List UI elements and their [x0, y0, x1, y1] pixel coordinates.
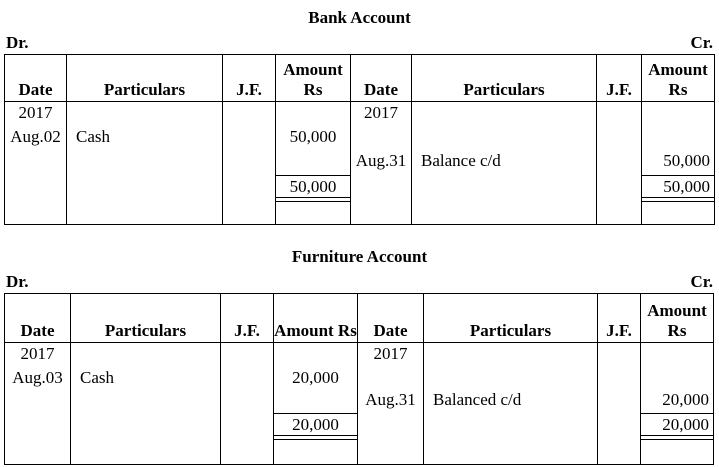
bank-debit-particulars-cell: [67, 102, 223, 225]
furniture-credit-particulars-header: Particulars: [424, 294, 598, 343]
furniture-debit-date-header: Date: [5, 294, 71, 343]
furniture-dr-label: Dr.: [6, 272, 29, 291]
bank-credit-year: 2017: [364, 103, 398, 122]
bank-debit-total: 50,000: [276, 175, 350, 198]
furniture-debit-particulars-cell: [71, 343, 221, 465]
furniture-debit-particulars: Cash: [80, 368, 114, 387]
furniture-credit-amount: 20,000: [662, 390, 709, 409]
bank-debit-jf-cell: [223, 102, 276, 225]
furniture-debit-amount: 20,000: [292, 368, 339, 387]
furniture-debit-date-cell: [5, 343, 71, 465]
bank-debit-particulars-header: Particulars: [67, 55, 223, 102]
bank-credit-date: Aug.31: [355, 151, 407, 170]
furniture-credit-total: 20,000: [641, 413, 713, 435]
bank-debit-amount-cell: [276, 102, 351, 225]
furniture-credit-double-rule: [641, 435, 713, 440]
furniture-account-title: Furniture Account: [291, 247, 428, 266]
bank-debit-year: 2017: [18, 103, 53, 122]
furniture-credit-particulars: Balanced c/d: [433, 390, 522, 409]
bank-credit-amount: 50,000: [663, 151, 710, 170]
furniture-cr-label: Cr.: [690, 272, 713, 291]
furniture-credit-date-cell: [358, 343, 424, 465]
furniture-debit-jf-header: J.F.: [221, 294, 274, 343]
bank-debit-date-cell: [5, 102, 67, 225]
furniture-credit-date: Aug.31: [365, 390, 416, 409]
bank-credit-jf-header: J.F.: [597, 55, 642, 102]
bank-credit-total: 50,000: [642, 175, 714, 197]
furniture-debit-jf-cell: [221, 343, 274, 465]
bank-credit-jf-cell: [597, 102, 642, 225]
furniture-debit-particulars-header: Particulars: [71, 294, 221, 343]
bank-debit-particulars: Cash: [76, 127, 110, 146]
bank-debit-jf-header: J.F.: [223, 55, 276, 102]
furniture-credit-particulars-cell: [424, 343, 598, 465]
furniture-credit-date-header: Date: [358, 294, 424, 343]
furniture-debit-total: 20,000: [274, 413, 357, 436]
bank-debit-amount-header: Amount Rs: [276, 55, 351, 102]
furniture-credit-amount-cell: [641, 343, 714, 465]
bank-account-ledger: [4, 54, 715, 225]
bank-debit-date-header: Date: [5, 55, 67, 102]
bank-credit-double-rule: [642, 197, 714, 202]
bank-credit-particulars: Balance c/d: [421, 151, 501, 170]
furniture-debit-amount-cell: [274, 343, 358, 465]
bank-credit-amount-header: Amount Rs: [642, 55, 715, 102]
bank-cr-label: Cr.: [690, 33, 713, 52]
furniture-credit-year: 2017: [373, 344, 408, 363]
furniture-account-ledger: [4, 293, 714, 465]
furniture-debit-year: 2017: [20, 344, 55, 363]
furniture-debit-amount-header: Amount Rs: [274, 294, 358, 343]
bank-dr-label: Dr.: [6, 33, 29, 52]
bank-credit-amount-cell: [642, 102, 715, 225]
bank-credit-particulars-cell: [412, 102, 597, 225]
furniture-credit-jf-header: J.F.: [598, 294, 641, 343]
bank-credit-date-header: Date: [351, 55, 412, 102]
furniture-debit-double-rule: [274, 435, 357, 440]
bank-credit-date-cell: [351, 102, 412, 225]
bank-debit-double-rule: [276, 197, 350, 202]
bank-debit-date: Aug.02: [10, 127, 61, 146]
furniture-debit-date: Aug.03: [12, 368, 63, 387]
bank-credit-particulars-header: Particulars: [412, 55, 597, 102]
bank-account-title: Bank Account: [308, 8, 411, 27]
bank-debit-amount: 50,000: [289, 127, 337, 146]
furniture-credit-jf-cell: [598, 343, 641, 465]
furniture-credit-amount-header: Amount Rs: [641, 294, 714, 343]
